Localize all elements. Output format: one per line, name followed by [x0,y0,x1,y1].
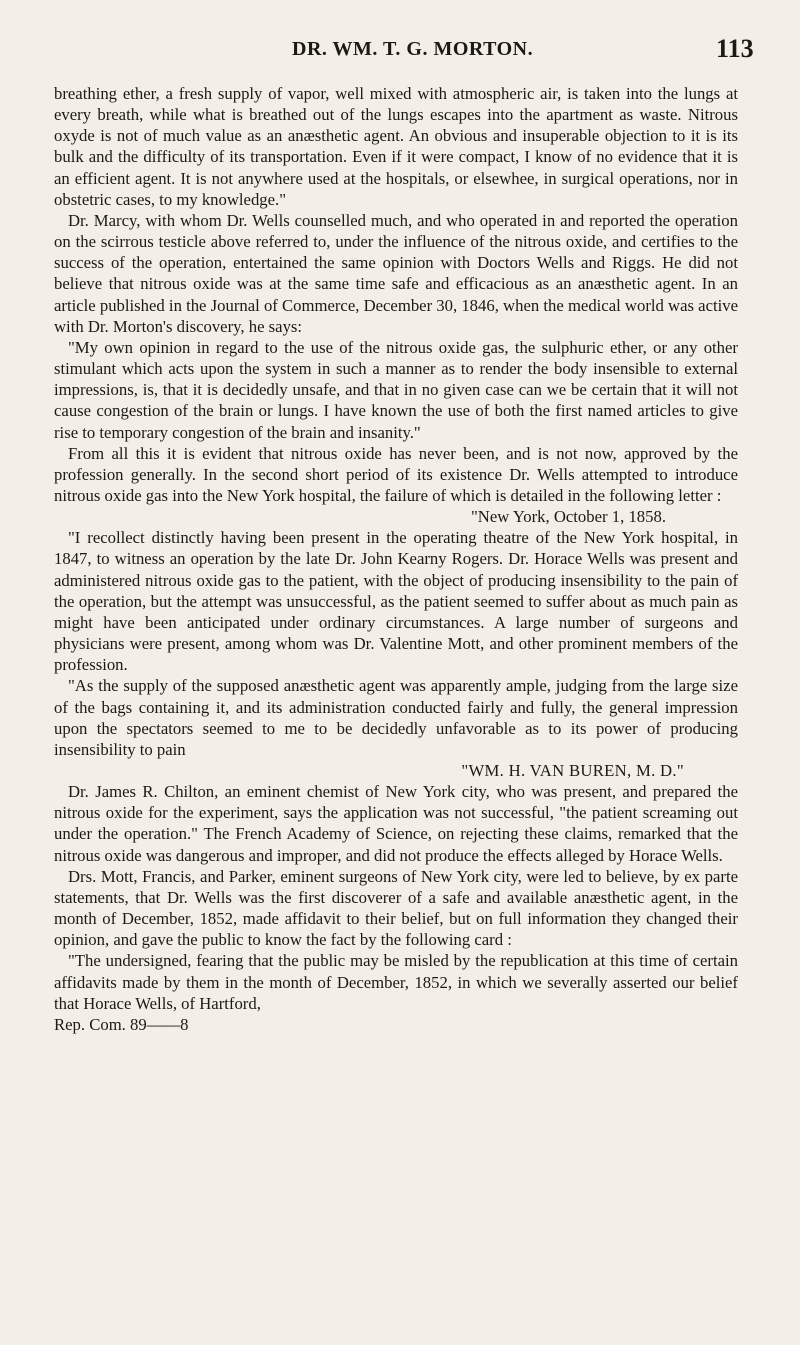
signature-line: Rep. Com. 89——8 [54,1014,189,1034]
letter-dateline: "New York, October 1, 1858. [471,507,666,527]
letter-paragraph-recollect: "I recollect distinctly having been present in the operating theatre of the New York hospital, in 1847, to witness an operation by the late Dr. John Kearny Rogers. Dr. Horace Wells was present and administered nitrous oxide gas to the patient, with the object of producing insensibility to the pain of the operation, but the attempt was unsuccessful, as the patient seemed to suffer about as much pain as might have been anticipated under ordinary circumstances. A large number of surgeons and physicians were present, among whom was Dr. Valentine Mott, and other prominent members of the profession. [54,528,738,675]
paragraph-dr-marcy: Dr. Marcy, with whom Dr. Wells counselled much, and who operated in and reported the operation on the scirrous testicle above referred to, under the influence of the nitrous oxide, and certifies to the success of the operation, entertained the same opinion with Doctors Wells and Riggs. He did not believe that nitrous oxide was at the same time safe and efficacious as an anæsthetic agent. In an article published in the Journal of Commerce, December 30, 1846, when the medical world was active with Dr. Morton's discovery, he says: [54,210,738,336]
paragraph-not-approved: From all this it is evident that nitrous oxide has never been, and is not now, approved by the profession generally. In the second short period of its existence Dr. Wells attempted to introduce nitrous oxide gas into the New York hospital, the failure of which is detailed in the following letter : [54,443,738,505]
paragraph-chilton: Dr. James R. Chilton, an eminent chemist of New York city, who was present, and prepared the nitrous oxide for the experiment, says the application was not successful, "the patient screaming out under the operation." The French Academy of Science, on rejecting these claims, remarked that the nitrous oxide was dangerous and improper, and did not produce the effects alleged by Horace Wells. [54,782,738,865]
body-text [54,83,738,1035]
running-head [0,34,800,68]
quote-marcy-opinion: "My own opinion in regard to the use of the nitrous oxide gas, the sulphuric ether, or any other stimulant which acts upon the system in such a manner as to render the body insensible to external impressions, is, that it is decidedly unsafe, and that in no given case can we be certain that it will not cause congestion of the brain or lungs. I have known the use of both the first named articles to give rise to temporary congestion of the brain and insanity." [54,337,738,442]
running-title: DR. WM. T. G. MORTON. [292,38,534,60]
page-number: 113 [716,34,754,63]
letter-signature: "WM. H. VAN BUREN, M. D." [461,761,684,780]
paragraph-nitrous-oxyde-value: breathing ether, a fresh supply of vapor, well mixed with atmospheric air, is taken into the lungs at every breath, while what is breathed out of the lungs escapes into the apartment as waste. Nitrous oxyde is not of much value as an anæsthetic agent. An obvious and insuperable objection to it is its bulk and the difficulty of its transportation. Even if it were compact, I know of no evidence that it is an efficient agent. It is not anywhere used at the hospitals, or elsewhee, in surgical operations, nor in obstetric cases, to my knowledge." [54,84,738,209]
card-paragraph-undersigned: "The undersigned, fearing that the public may be misled by the republication at this time of certain affidavits made by them in the month of December, 1852, in which we severally asserted our belief that Horace Wells, of Hartford, [54,951,738,1013]
paragraph-mott-francis-parker: Drs. Mott, Francis, and Parker, eminent surgeons of New York city, were led to believe, by ex parte statements, that Dr. Wells was the first discoverer of a safe and available anæsthetic agent, in the month of December, 1852, made affidavit to their belief, but on full information they changed their opinion, and gave the public to know the fact by the following card : [54,866,738,950]
letter-paragraph-supply: "As the supply of the supposed anæsthetic agent was apparently ample, judging from the large size of the bags containing it, and its administration conducted fairly and fully, the general impression upon the spectators seemed to me to be decidedly unfavorable as to its power of producing insensibility to pain [54,676,738,759]
